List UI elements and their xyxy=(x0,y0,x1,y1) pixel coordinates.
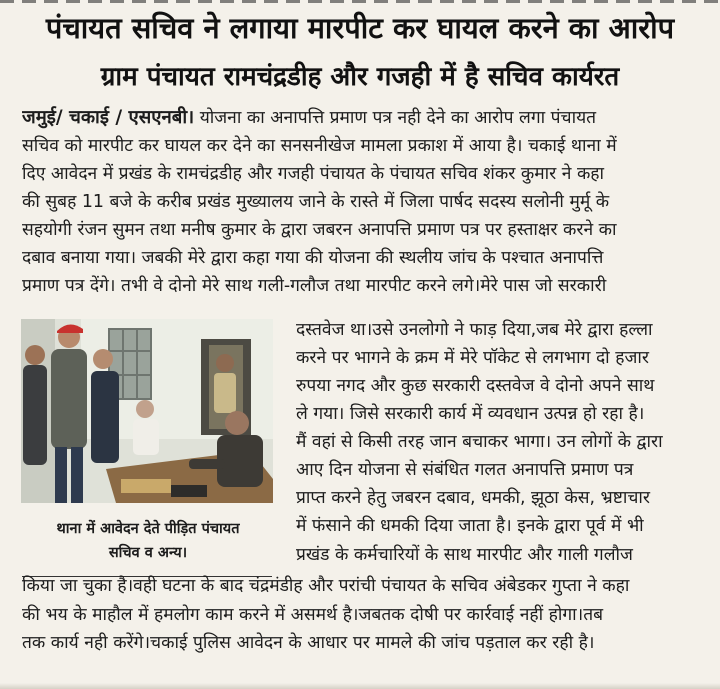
article-line: प्रखंड के कर्मचारियों के साथ मारपीट और गाली गलौज xyxy=(296,545,633,565)
bottom-edge xyxy=(0,683,720,689)
article-line: आए दिन योजना से संबंधित गलत अनापत्ति प्रमाण पत्र xyxy=(296,460,634,480)
photo-caption-line: थाना में आवेदन देते पीड़ित पंचायत xyxy=(56,521,240,537)
subheadline: ग्राम पंचायत रामचंद्रडीह और गजही में है सचिव कार्यरत xyxy=(100,62,620,92)
article-line: में फंसाने की धमकी दिया जाता है। इनके द्वारा पूर्व में भी xyxy=(296,516,644,536)
article-line: ले गया। जिसे सरकारी कार्य में व्यवधान उत्पन्न हो रहा है। xyxy=(296,404,645,424)
article-line: तक कार्य नही करेंगे।चकाई पुलिस आवेदन के आधार पर मामले की जांच पड़ताल कर रही है। xyxy=(22,633,595,653)
article-line-text: योजना का अनापत्ति प्रमाण पत्र नही देने का आरोप लगा पंचायत xyxy=(199,108,597,128)
police-station-photo xyxy=(21,319,273,503)
article-line: प्रमाण पत्र देंगे। तभी वे दोनो मेरे साथ गली-गलौज तथा मारपीट करने लगे।मेरे पास जो सरकारी xyxy=(22,276,607,296)
article-line-1 xyxy=(22,106,698,130)
headline: पंचायत सचिव ने लगाया मारपीट कर घायल करने का आरोप xyxy=(45,11,675,45)
top-border xyxy=(0,0,720,3)
article-line: दस्तवेज था।उसे उनलोगो ने फाड़ दिया,जब मेरे द्वारा हल्ला xyxy=(296,320,653,340)
article-line: सहयोगी रंजन सुमन तथा मनीष कुमार के द्वारा जबरन अनापत्ति प्रमाण पत्र पर हस्ताक्षर करने का xyxy=(22,220,617,240)
article-line: मैं वहां से किसी तरह जान बचाकर भागा। उन लोगों के द्वारा xyxy=(296,432,663,452)
dateline: जमुई/ चकाई / एसएनबी। xyxy=(22,107,195,128)
article-line: सचिव को मारपीट कर घायल कर देने का सनसनीखेज मामला प्रकाश में आया है। चकाई थाना में xyxy=(22,136,617,156)
article-line: किया जा चुका है।वही घटना के बाद चंद्रमंडीह और परांची पंचायत के सचिव अंबेडकर गुप्ता ने कहा xyxy=(22,576,630,596)
article-line: की सुबह 11 बजे के करीब प्रखंड मुख्यालय जाने के रास्ते में जिला पार्षद सदस्य सलोनी मुर्मू के xyxy=(22,192,610,212)
news-photo xyxy=(21,319,273,503)
article-line: करने पर भागने के क्रम में मेरे पॉकेट से लगभाग दो हजार xyxy=(296,348,649,368)
article-line: रुपया नगद और कुछ सरकारी दस्तवेज वे दोनो अपने साथ xyxy=(296,376,655,396)
article-line: की भय के माहौल में हमलोग काम करने में असमर्थ है।जबतक दोषी पर कार्रवाई नहीं होगा।तब xyxy=(22,605,604,625)
article-line: दिए आवेदन में प्रखंड के रामचंद्रडीह और गजही पंचायत के पंचायत सचिव शंकर कुमार ने कहा xyxy=(22,164,605,184)
article-line: प्राप्त करने हेतु जबरन दबाव, धमकी, झूठा केस, भ्रष्टाचार xyxy=(296,488,651,508)
article-line: दबाव बनाया गया। जबकी मेरे द्वारा कहा गया की योजना की स्थलीय जांच के पश्चात अनापत्ति xyxy=(22,248,604,268)
photo-caption-line: सचिव व अन्य। xyxy=(108,545,188,561)
photo-caption xyxy=(22,517,274,565)
